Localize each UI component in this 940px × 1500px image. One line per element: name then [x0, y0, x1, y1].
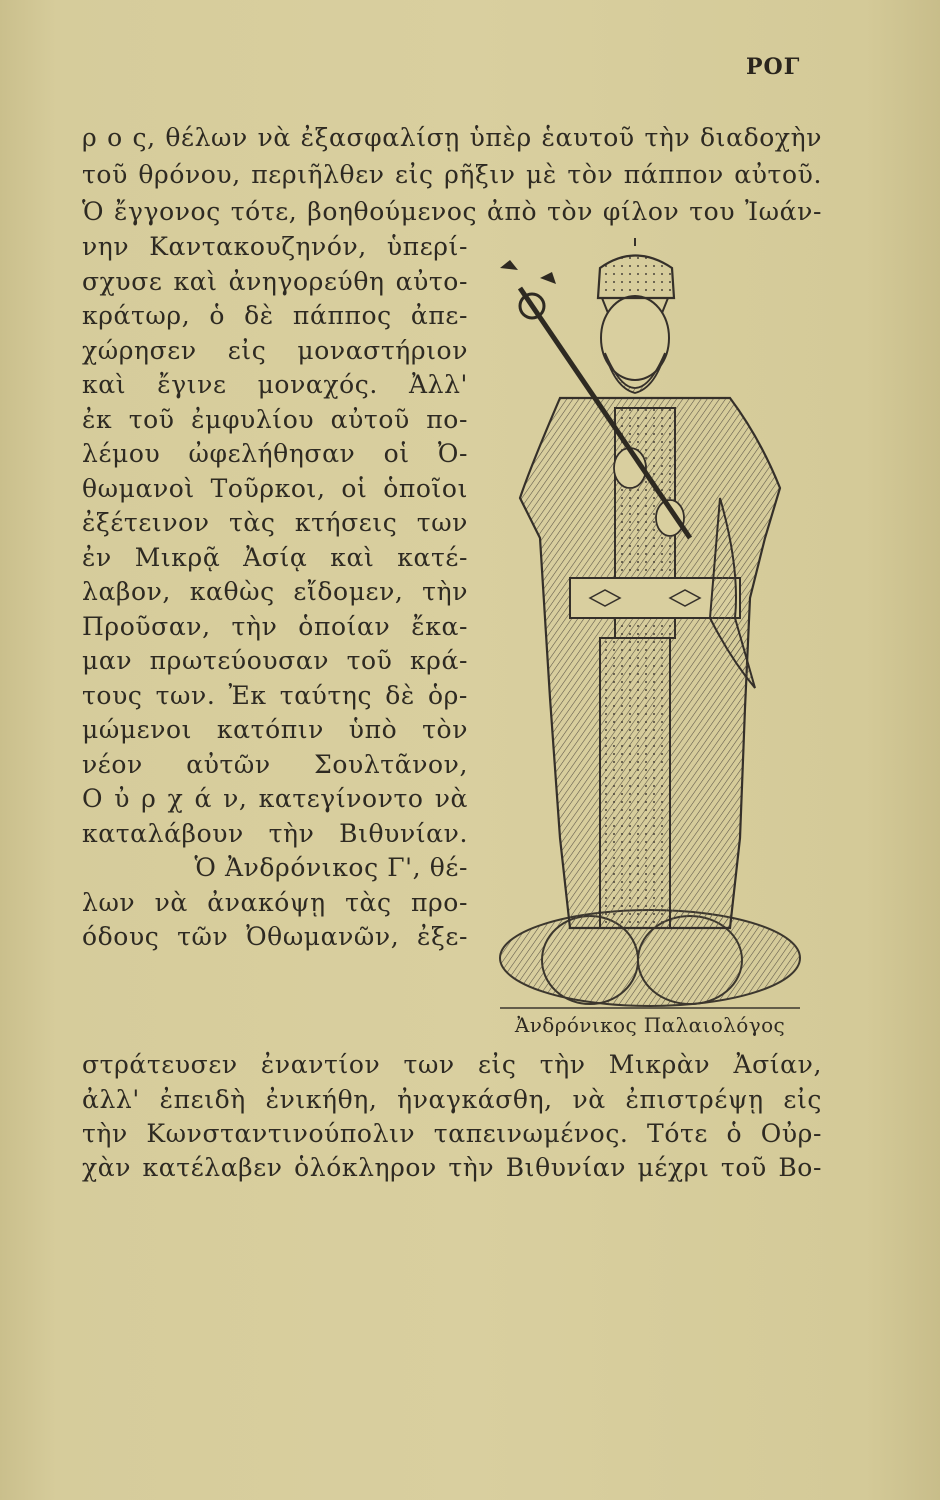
- text-line: λαβον, καθὼς εἴδομεν, τὴν: [82, 577, 468, 606]
- text-line: ἐν Μικρᾷ Ἀσίᾳ καὶ κατέ-: [82, 543, 468, 572]
- page-number: ΡΟΓ: [746, 54, 801, 80]
- text-line: χὰν κατέλαβεν ὁλόκληρον τὴν Βιθυνίαν μέχρι τοῦ Βο-: [82, 1153, 822, 1182]
- text-line: σχυσε καὶ ἀνηγορεύθη αὐτο-: [82, 267, 468, 296]
- text-line: στράτευσεν ἐναντίον των εἰς τὴν Μικρὰν Ἀσίαν,: [82, 1050, 822, 1079]
- text-line: ἐκ τοῦ ἐμφυλίου αὐτοῦ πο-: [82, 405, 468, 434]
- text-line: τὴν Κωνσταντινούπολιν ταπεινωμένος. Τότε ὁ Οὐρ-: [82, 1119, 822, 1148]
- text-line: μαν πρωτεύουσαν τοῦ κρά-: [82, 646, 468, 675]
- figure-caption: Ἀνδρόνικος Παλαιολόγος: [514, 1013, 786, 1037]
- text-line: νέον αὐτῶν Σουλτᾶνον,: [82, 750, 468, 779]
- text-line: Ὁ Ἀνδρόνικος Γ', θέ-: [194, 853, 468, 882]
- text-line: καταλάβουν τὴν Βιθυνίαν.: [82, 819, 468, 848]
- text-line: Ο ὐ ρ χ ά ν, κατεγίνοντο νὰ: [82, 784, 468, 813]
- text-line: τους των. Ἐκ ταύτης δὲ ὁρ-: [82, 681, 468, 710]
- emperor-portrait-engraving: [490, 238, 810, 1018]
- text-line: νην Καντακουζηνόν, ὑπερί-: [82, 232, 468, 261]
- text-line: τοῦ θρόνου, περιῆλθεν εἰς ρῆξιν μὲ τὸν πάππον αὐτοῦ.: [82, 160, 822, 189]
- text-line: καὶ ἔγινε μοναχός. Ἀλλ': [82, 370, 468, 399]
- text-line: Προῦσαν, τὴν ὁποίαν ἔκα-: [82, 612, 468, 641]
- text-line: ἀλλ' ἐπειδὴ ἐνικήθη, ἠναγκάσθη, νὰ ἐπιστρέψῃ εἰς: [82, 1085, 822, 1114]
- text-line: ρ ο ς, θέλων νὰ ἐξασφαλίσῃ ὑπὲρ ἑαυτοῦ τὴν διαδοχὴν: [82, 123, 822, 152]
- text-line: λέμου ὠφελήθησαν οἱ Ὀ-: [82, 439, 468, 468]
- text-line: χώρησεν εἰς μοναστήριον: [82, 336, 468, 365]
- text-line: όδους τῶν Ὀθωμανῶν, ἐξε-: [82, 922, 468, 951]
- text-line: Ὁ ἔγγονος τότε, βοηθούμενος ἀπὸ τὸν φίλον του Ἰωάν-: [82, 197, 822, 226]
- text-line: κράτωρ, ὁ δὲ πάππος ἀπε-: [82, 301, 468, 330]
- text-line: θωμανοὶ Τοῦρκοι, οἱ ὁποῖοι: [82, 474, 468, 503]
- text-line: λων νὰ ἀνακόψῃ τὰς προ-: [82, 888, 468, 917]
- text-line: ἐξέτεινον τὰς κτήσεις των: [82, 508, 468, 537]
- text-line: μώμενοι κατόπιν ὑπὸ τὸν: [82, 715, 468, 744]
